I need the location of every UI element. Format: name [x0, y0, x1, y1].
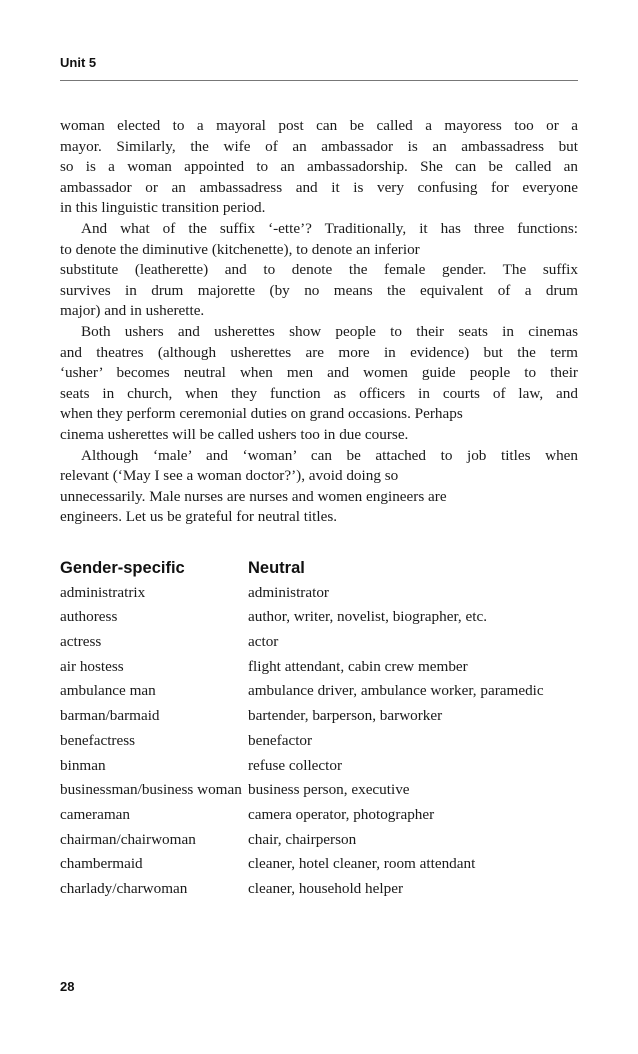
- body-line: to denote the diminutive (kitchenette), to denote an inferior: [60, 240, 420, 258]
- body-line: relevant (‘May I see a woman doctor?’), avoid doing so: [60, 467, 399, 485]
- table-row: [60, 756, 578, 776]
- neutral-term: refuse collector: [248, 756, 343, 774]
- page-number: 28: [60, 979, 75, 994]
- body-line: major) and in usherette.: [60, 302, 205, 320]
- table-row: [60, 657, 578, 677]
- gender-specific-term: air hostess: [60, 657, 124, 675]
- neutral-term: camera operator, photographer: [248, 805, 435, 823]
- table-rows: [60, 583, 578, 899]
- header-neutral: Neutral: [248, 559, 305, 577]
- gender-specific-term: authoress: [60, 608, 118, 626]
- table-row: [60, 731, 578, 751]
- neutral-term: cleaner, household helper: [248, 879, 403, 897]
- gender-specific-term: barman/barmaid: [60, 707, 160, 725]
- neutral-term: business person, executive: [248, 781, 410, 799]
- neutral-term: flight attendant, cabin crew member: [248, 657, 468, 675]
- body-line: in this linguistic transition period.: [60, 199, 266, 217]
- body-line: ‘usher’ becomes neutral when men and women guide people to their: [60, 364, 578, 382]
- gender-specific-term: binman: [60, 756, 106, 774]
- gender-specific-term: ambulance man: [60, 682, 156, 700]
- gender-specific-term: charlady/charwoman: [60, 879, 188, 897]
- neutral-term: author, writer, novelist, biographer, etc.: [248, 608, 487, 626]
- body-line: engineers. Let us be grateful for neutral titles.: [60, 508, 338, 526]
- table-row: [60, 607, 578, 627]
- table-row: [60, 706, 578, 726]
- body-line: And what of the suffix ‘-ette’? Traditionally, it has three functions:: [81, 219, 578, 237]
- gender-specific-term: benefactress: [60, 731, 136, 749]
- body-line: Both ushers and usherettes show people to their seats in cinemas: [81, 322, 578, 340]
- body-line: Although ‘male’ and ‘woman’ can be attached to job titles when: [81, 446, 578, 464]
- body-line: so is a woman appointed to an ambassadorship. She can be called an: [60, 158, 578, 176]
- table-header: [60, 551, 578, 578]
- gender-specific-term: chambermaid: [60, 855, 143, 873]
- gender-specific-term: administratrix: [60, 583, 146, 601]
- table-row: [60, 681, 578, 701]
- header-rule: [60, 80, 578, 81]
- table-row: [60, 830, 578, 850]
- body-line: and theatres (although usherettes are more in evidence) but the term: [60, 343, 578, 361]
- body-line: seats in church, when they function as officers in courts of law, and: [60, 384, 578, 402]
- body-line: survives in drum majorette (by no means the equivalent of a drum: [60, 281, 578, 299]
- table-row: [60, 879, 578, 899]
- table-row: [60, 805, 578, 825]
- gender-specific-term: chairman/chairwoman: [60, 830, 196, 848]
- neutral-term: cleaner, hotel cleaner, room attendant: [248, 855, 476, 873]
- body-line: ambassador or an ambassadress and it is very confusing for everyone: [60, 178, 578, 196]
- neutral-term: administrator: [248, 583, 329, 601]
- table-row: [60, 854, 578, 874]
- body-line: unnecessarily. Male nurses are nurses and women engineers are: [60, 487, 447, 505]
- table-row: [60, 583, 578, 603]
- header-gender-specific: Gender-specific: [60, 559, 185, 577]
- terms-table: [60, 551, 578, 899]
- body-line: when they perform ceremonial duties on grand occasions. Perhaps: [60, 405, 463, 423]
- neutral-term: benefactor: [248, 731, 313, 749]
- body-line: cinema usherettes will be called ushers too in due course.: [60, 425, 409, 443]
- body-line: woman elected to a mayoral post can be called a mayoress too or a: [60, 117, 578, 134]
- neutral-term: chair, chairperson: [248, 830, 357, 848]
- gender-specific-term: cameraman: [60, 805, 130, 823]
- neutral-term: ambulance driver, ambulance worker, paramedic: [248, 682, 544, 700]
- gender-specific-term: businessman/business woman: [60, 781, 242, 799]
- neutral-term: bartender, barperson, barworker: [248, 707, 443, 725]
- table-row: [60, 632, 578, 652]
- body-line: mayor. Similarly, the wife of an ambassador is an ambassadress but: [60, 137, 578, 155]
- table-row: [60, 780, 578, 800]
- body-line: substitute (leatherette) and to denote the female gender. The suffix: [60, 261, 578, 279]
- gender-specific-term: actress: [60, 633, 102, 651]
- running-head: Unit 5: [60, 55, 97, 70]
- neutral-term: actor: [248, 633, 279, 651]
- body-text: [60, 116, 578, 528]
